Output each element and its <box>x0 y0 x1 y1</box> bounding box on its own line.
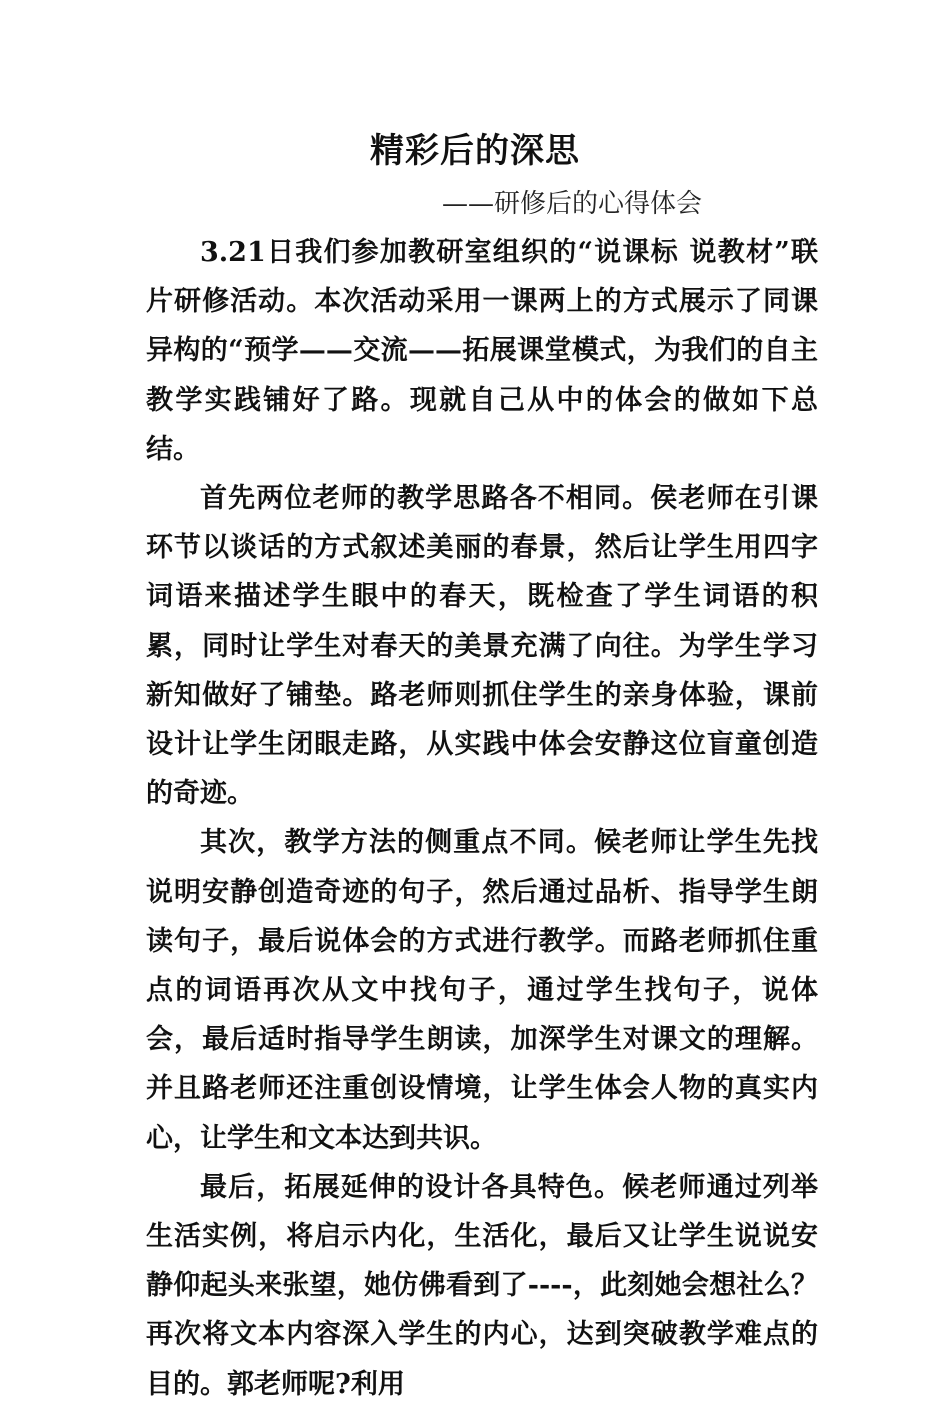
paragraph-3: 其次，教学方法的侧重点不同。候老师让学生先找说明安静创造奇迹的句子，然后通过品析、指导学生朗读句子，最后说体会的方式进行教学。而路老师抓住重点的词语再次从文中找句子，通过学生找句子，说体会，最后适时指导学生朗读，加深学生对课文的理解。并且路老师还注重创设情境，让学生体会人物的真实内心，让学生和文本达到共识。 <box>146 827 818 1154</box>
document-body <box>146 228 818 1409</box>
paragraph-1: 3.21日我们参加教研室组织的“说课标 说教材”联片研修活动。本次活动采用一课两上的方式展示了同课异构的“预学——交流——拓展课堂模式，为我们的自主教学实践铺好了路。现就自己从中的体会的做如下总结。 <box>146 237 818 465</box>
paragraph-2: 首先两位老师的教学思路各不相同。侯老师在引课环节以谈话的方式叙述美丽的春景，然后让学生用四字词语来描述学生眼中的春天，既检查了学生词语的积累，同时让学生对春天的美景充满了向往。为学生学习新知做好了铺垫。路老师则抓住学生的亲身体验，课前设计让学生闭眼走路，从实践中体会安静这位盲童创造的奇迹。 <box>146 483 818 810</box>
document-title: 精彩后的深思 <box>370 131 580 171</box>
document-subtitle: ——研修后的心得体会 <box>442 189 703 219</box>
paragraph-4: 最后，拓展延伸的设计各具特色。候老师通过列举生活实例，将启示内化，生活化，最后又让学生说说安静仰起头来张望，她仿佛看到了----，此刻她会想社么？再次将文本内容深入学生的内心，达到突破教学难点的目的。郭老师呢?利用 <box>146 1171 818 1400</box>
